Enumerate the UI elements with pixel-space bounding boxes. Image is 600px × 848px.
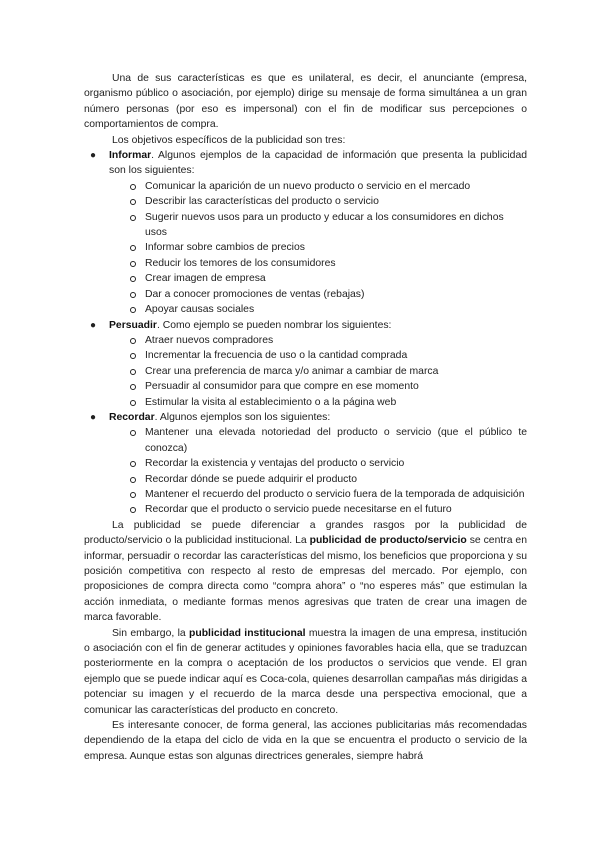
- circle-bullet-icon: [130, 369, 136, 375]
- bullet-icon: ●: [90, 411, 97, 423]
- objective-informar: [84, 148, 527, 317]
- objective-persuadir: [84, 318, 527, 410]
- circle-bullet-icon: [130, 199, 136, 205]
- objective-title: Persuadir: [109, 319, 157, 331]
- list-item: Atraer nuevos compradores: [120, 333, 527, 348]
- circle-bullet-icon: [130, 292, 136, 298]
- list-item: Apoyar causas sociales: [120, 302, 527, 317]
- list-item: Dar a conocer promociones de ventas (rebajas): [120, 287, 527, 302]
- list-item: Recordar dónde se puede adquirir el producto: [120, 472, 527, 487]
- list-item: Describir las características del producto o servicio: [120, 194, 527, 209]
- objective-desc: . Como ejemplo se pueden nombrar los siguientes:: [156, 319, 392, 331]
- list-item: Incrementar la frecuencia de uso o la cantidad comprada: [120, 348, 527, 363]
- list-item: Informar sobre cambios de precios: [120, 240, 527, 255]
- circle-bullet-icon: [130, 477, 136, 483]
- objective-desc: . Algunos ejemplos son los siguientes:: [154, 411, 331, 423]
- circle-bullet-icon: [130, 184, 136, 190]
- circle-bullet-icon: [130, 276, 136, 282]
- circle-bullet-icon: [130, 307, 136, 313]
- circle-bullet-icon: [130, 338, 136, 344]
- objectives-list: [84, 148, 527, 518]
- list-item: Crear imagen de empresa: [120, 271, 527, 286]
- circle-bullet-icon: [130, 507, 136, 513]
- list-item: Estimular la visita al establecimiento o a la página web: [120, 395, 527, 410]
- paragraph-product-advertising: La publicidad se puede diferenciar a grandes rasgos por la publicidad de producto/servicio o la publicidad institucional. La publicidad de producto/servicio se centra en informar, persuadir o recordar las características del mismo, los beneficios que proporciona y su posición competitiva con respecto al resto de empresas del mercado. Por ejemplo, con proposiciones de compra directa como “compra ahora” o “no esperes más” que estimulan la acción inmediata, o mediante formas menos agresivas que traten de crear una imagen de marca favorable.: [84, 519, 527, 624]
- list-item: Sugerir nuevos usos para un producto y educar a los consumidores en dichos usos: [120, 210, 527, 241]
- objective-recordar: [84, 410, 527, 518]
- list-item: Persuadir al consumidor para que compre en ese momento: [120, 379, 527, 394]
- list-item: Reducir los temores de los consumidores: [120, 256, 527, 271]
- sub-list: [120, 179, 527, 318]
- bullet-icon: ●: [90, 150, 97, 162]
- list-item: Mantener el recuerdo del producto o servicio fuera de la temporada de adquisición: [120, 487, 527, 502]
- objective-title: Informar: [109, 150, 152, 162]
- circle-bullet-icon: [130, 245, 136, 251]
- objective-title: Recordar: [109, 411, 155, 423]
- circle-bullet-icon: [130, 430, 136, 436]
- list-item: Comunicar la aparición de un nuevo producto o servicio en el mercado: [120, 179, 527, 194]
- list-item: Crear una preferencia de marca y/o animar a cambiar de marca: [120, 364, 527, 379]
- circle-bullet-icon: [130, 492, 136, 498]
- paragraph-institutional-advertising: Sin embargo, la publicidad institucional muestra la imagen de una empresa, institución o asociación con el fin de generar actitudes y opiniones favorables hacia ella, que se traduzcan posteriormente en la compra o aceptación de los productos o servicios que vende. El gran ejemplo que se puede indicar aquí es Coca-cola, quienes desarrollan campañas más dirigidas a potenciar su imagen y el recuerdo de la marca desde una perspectiva emocional, que a comunicar las características del producto en concreto.: [84, 627, 527, 716]
- sub-list: [120, 425, 527, 517]
- sub-list: [120, 333, 527, 410]
- circle-bullet-icon: [130, 215, 136, 221]
- objectives-intro: Los objetivos específicos de la publicidad son tres:: [112, 134, 346, 146]
- circle-bullet-icon: [130, 400, 136, 406]
- list-item: Recordar la existencia y ventajas del producto o servicio: [120, 456, 527, 471]
- circle-bullet-icon: [130, 461, 136, 467]
- list-item: Mantener una elevada notoriedad del producto o servicio (que el público te conozca): [120, 425, 527, 456]
- paragraph-lifecycle: Es interesante conocer, de forma general, las acciones publicitarias más recomendadas dependiendo de la etapa del ciclo de vida en la que se encuentra el producto o servicio de la empresa. Aunque estas son algunas directrices generales, siempre habrá: [84, 720, 527, 762]
- circle-bullet-icon: [130, 353, 136, 359]
- circle-bullet-icon: [130, 261, 136, 267]
- list-item: Recordar que el producto o servicio puede necesitarse en el futuro: [120, 502, 527, 517]
- intro-paragraph: Una de sus características es que es unilateral, es decir, el anunciante (empresa, organismo público o asociación, por ejemplo) dirige su mensaje de forma simultánea a un gran número personas (por eso es impersonal) con el fin de modificar sus percepciones o comportamientos de compra.: [84, 73, 527, 131]
- objective-desc: . Algunos ejemplos de la capacidad de información que presenta la publicidad son los siguientes:: [109, 150, 527, 177]
- circle-bullet-icon: [130, 384, 136, 390]
- bullet-icon: ●: [90, 319, 97, 331]
